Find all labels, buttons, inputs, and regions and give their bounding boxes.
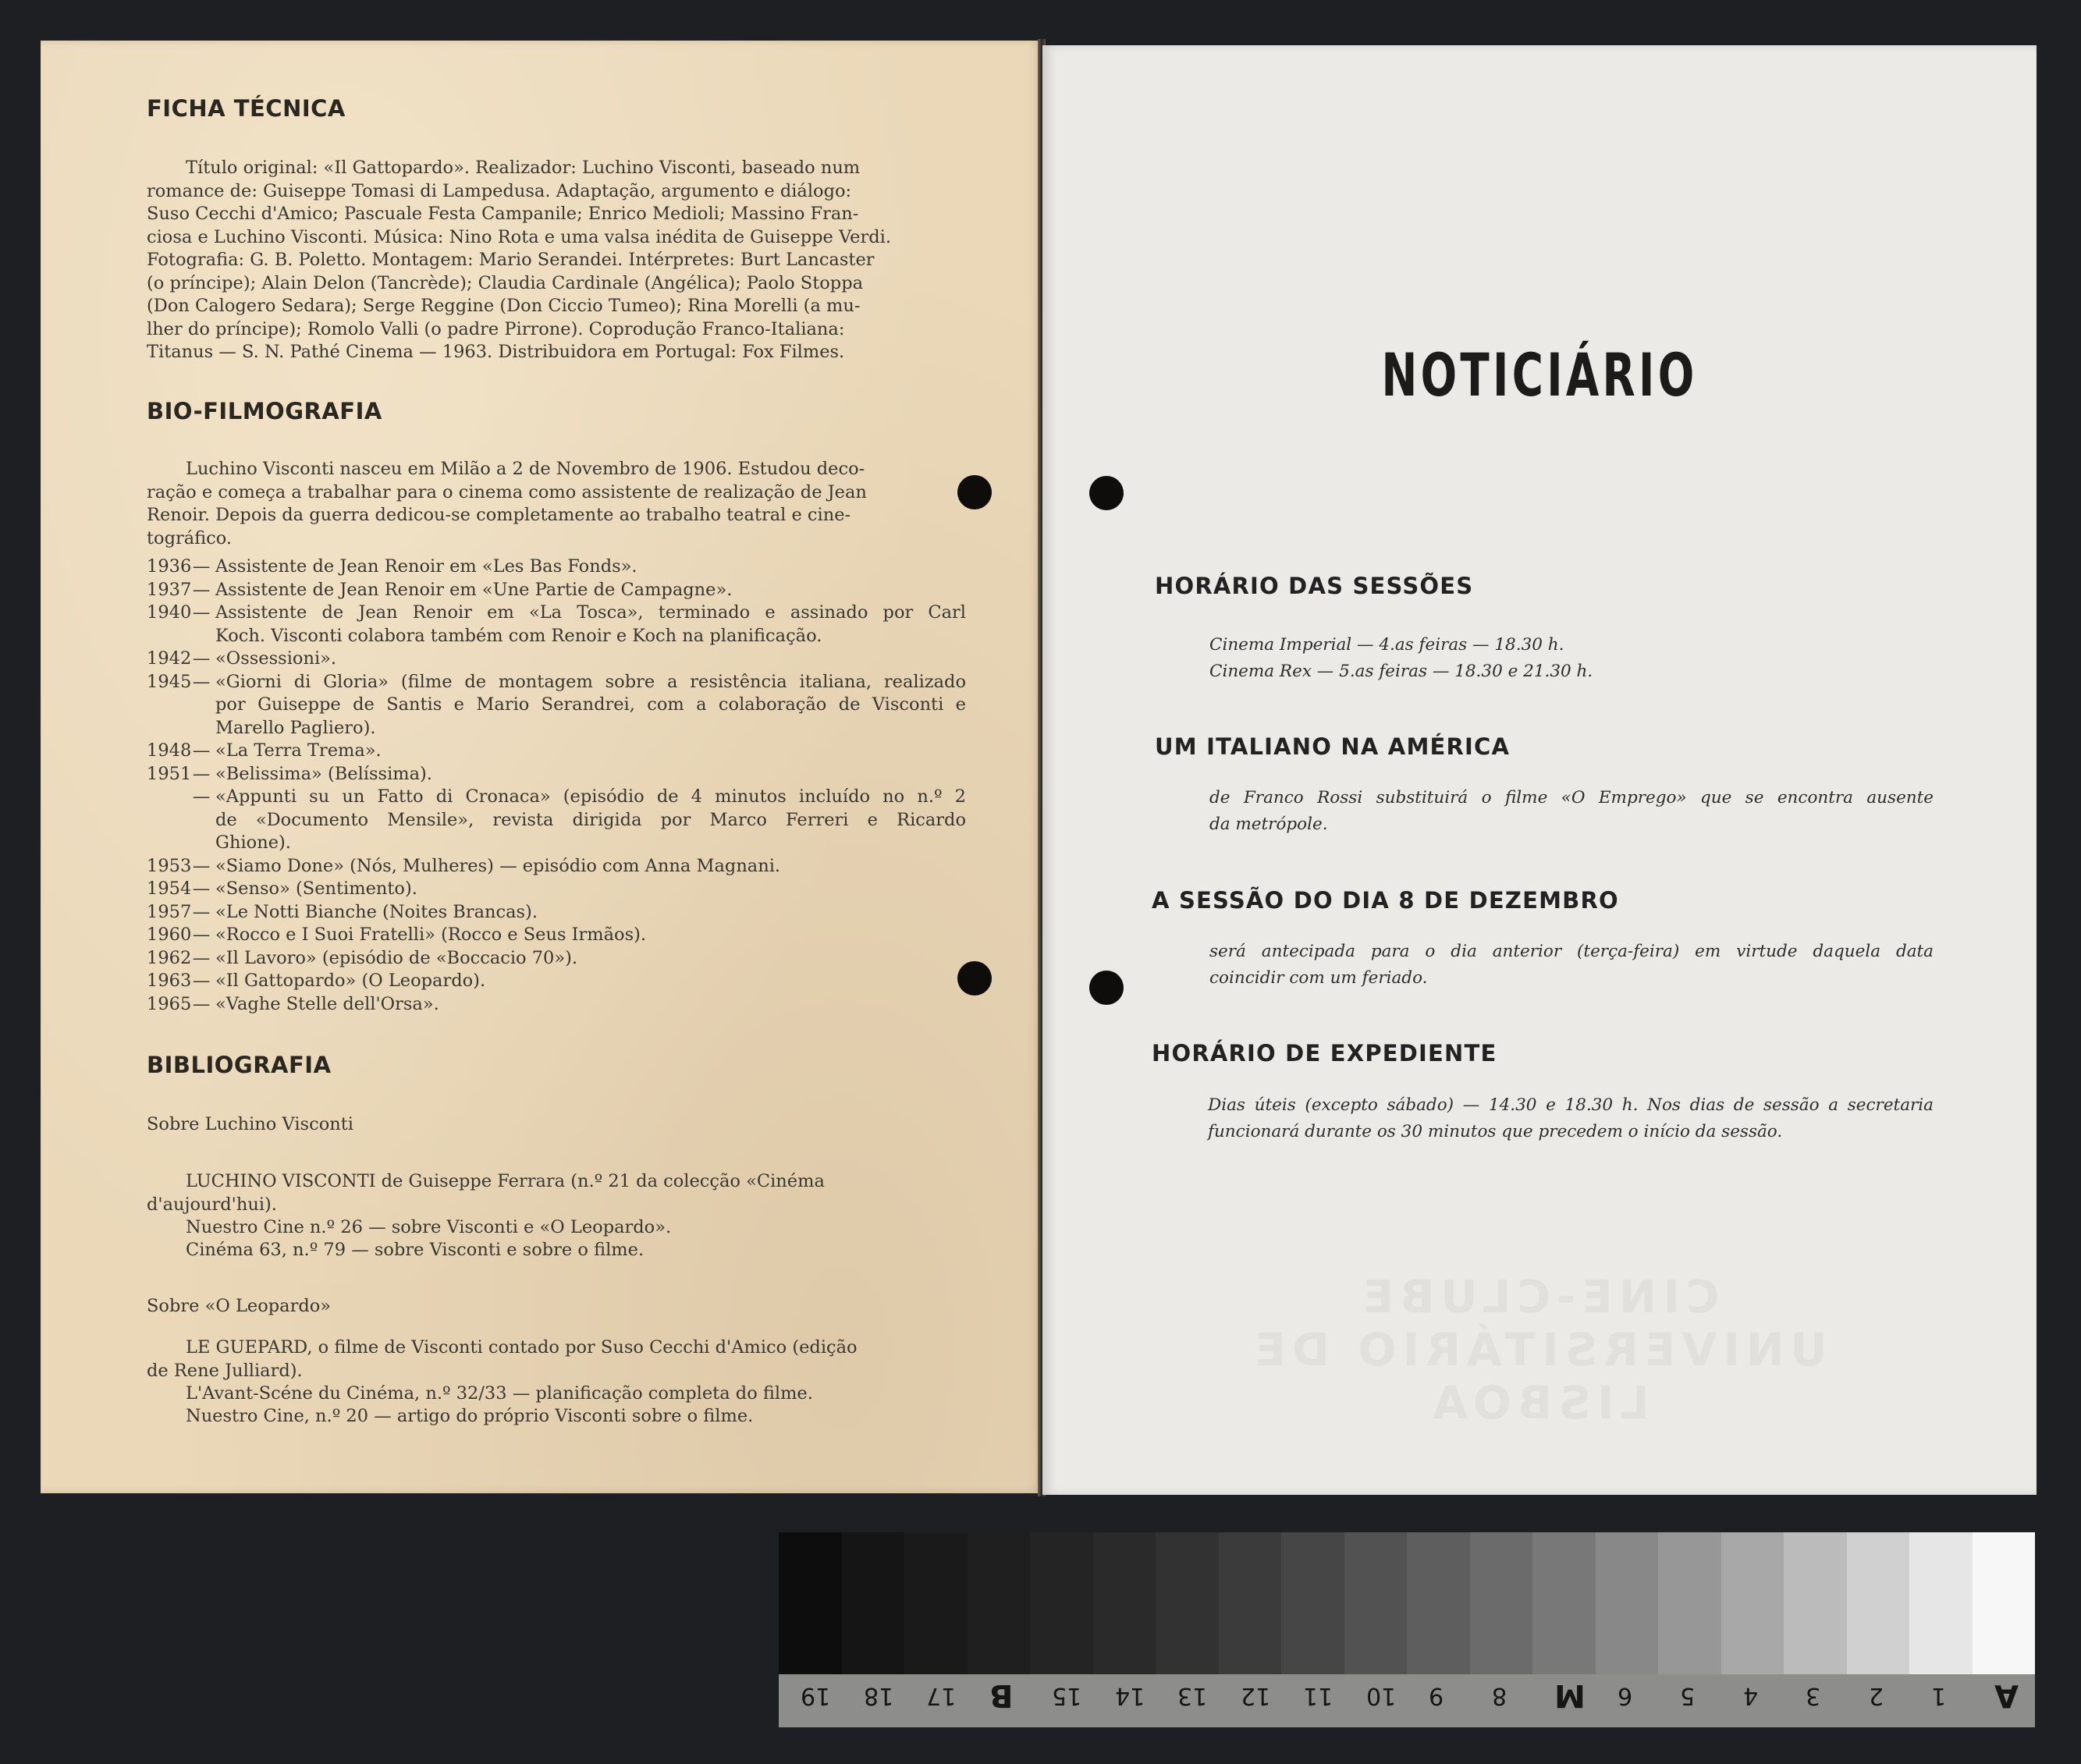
filmography-row <box>147 901 966 925</box>
filmography-row <box>147 993 966 1017</box>
filmography-row <box>147 763 966 786</box>
gray-patch <box>1281 1532 1344 1674</box>
filmography-row <box>147 855 966 878</box>
filmography-dash: — <box>192 602 211 623</box>
filmography-line: «Giorni di Gloria» (filme de montagem sobre a resistência italiana, realizado <box>215 671 966 692</box>
ficha-line: Suso Cecchi d'Amico; Pascuale Festa Campanile; Enrico Medioli; Massino Fran- <box>147 204 859 224</box>
ruler-label: 19 <box>801 1682 831 1709</box>
filmography-dash: — <box>192 855 211 876</box>
filmography-line: Assistente de Jean Renoir em «La Tosca», terminado e assinado por Carl <box>215 602 966 623</box>
expediente-line: funcionará durante os 30 minutos que precedem o início da sessão. <box>1208 1122 1783 1141</box>
biblio-line: de Rene Julliard). <box>147 1360 303 1381</box>
filmography-line: «Le Notti Bianche (Noites Brancas). <box>215 901 538 922</box>
ficha-tecnica-heading: FICHA TÉCNICA <box>147 95 346 122</box>
gray-patch <box>842 1532 905 1674</box>
gray-patch <box>1344 1532 1408 1674</box>
filmography-text <box>215 993 966 1017</box>
filmography-dash: — <box>192 579 211 600</box>
ficha-tecnica-text <box>147 157 966 364</box>
filmography-dash: — <box>192 971 211 991</box>
horario-expediente-heading: HORÁRIO DE EXPEDIENTE <box>1152 1040 1497 1067</box>
bibliografia-entry <box>147 1170 966 1216</box>
punch-hole <box>957 961 992 996</box>
filmography-dash: — <box>192 648 211 669</box>
filmography-text <box>215 671 966 740</box>
ruler-label: 17 <box>926 1682 957 1709</box>
filmography-line: «Senso» (Sentimento). <box>215 878 417 899</box>
filmography-row <box>147 555 966 579</box>
filmography-year: 1953 <box>147 855 192 876</box>
bibliografia-entry: Nuestro Cine, n.º 20 — artigo do próprio Visconti sobre o filme. <box>186 1406 754 1426</box>
filmography-text <box>215 855 966 878</box>
ruler-label: 14 <box>1114 1682 1145 1709</box>
italiano-line: de Franco Rossi substituirá o filme «O Emprego» que se encontra ausente <box>1209 788 1934 807</box>
gray-patch <box>1532 1532 1596 1674</box>
bibliografia-heading: BIBLIOGRAFIA <box>147 1052 332 1078</box>
bibliografia-sub-visconti: Sobre Luchino Visconti <box>147 1114 353 1134</box>
italiano-america-text <box>1209 785 1934 838</box>
filmography-dash: — <box>192 786 211 807</box>
gray-patch <box>968 1532 1031 1674</box>
horario-imperial: Cinema Imperial — 4.as feiras — 18.30 h. <box>1209 635 1564 655</box>
ficha-line: Fotografia: G. B. Poletto. Montagem: Mario Serandei. Intérpretes: Burt Lancaster <box>147 250 875 270</box>
italiano-line: da metrópole. <box>1209 815 1328 834</box>
filmography-dash: — <box>192 556 211 577</box>
filmography-dash: — <box>192 671 211 692</box>
ruler-label: 15 <box>1052 1682 1082 1709</box>
filmography-year: 1963 <box>147 971 192 991</box>
gray-patch <box>1470 1532 1533 1674</box>
gray-patch <box>1219 1532 1282 1674</box>
filmography-line: «Vaghe Stelle dell'Orsa». <box>215 993 439 1014</box>
bio-intro <box>147 458 966 550</box>
filmography-line: «Il Lavoro» (episódio de «Boccacio 70»). <box>215 947 578 968</box>
filmography-line: «Belissima» (Belíssima). <box>215 763 432 784</box>
ruler-label: M <box>1554 1677 1586 1713</box>
bio-filmografia-heading: BIO-FILMOGRAFIA <box>147 398 382 424</box>
bibliografia-entry: L'Avant-Scéne du Cinéma, n.º 32/33 — planificação completa do filme. <box>186 1383 813 1404</box>
filmography-year: 1936 <box>147 556 192 577</box>
filmography-dash: — <box>192 993 211 1014</box>
filmography-line: por Guiseppe de Santis e Mario Serandrei, com a colaboração de Visconti e <box>215 694 966 715</box>
ficha-line: lher do príncipe); Romolo Valli (o padre Pirrone). Coprodução Franco-Italiana: <box>147 318 845 339</box>
ficha-line: (Don Calogero Sedara); Serge Reggine (Don Ciccio Tumeo); Rina Morelli (a mu- <box>147 296 861 316</box>
filmography-text <box>215 878 966 901</box>
punch-hole <box>957 475 992 509</box>
filmography-text <box>215 947 966 971</box>
gray-patch <box>904 1532 968 1674</box>
ficha-line: (o príncipe); Alain Delon (Tancrède); Claudia Cardinale (Angélica); Paolo Stoppa <box>147 272 864 293</box>
filmography-year: 1945 <box>147 671 192 692</box>
filmography-line: Koch. Visconti colabora também com Renoir e Koch na planificação. <box>215 625 822 646</box>
ruler-label: 2 <box>1868 1682 1884 1709</box>
punch-hole <box>1089 476 1124 510</box>
ruler-label: 13 <box>1177 1682 1208 1709</box>
filmography-row <box>147 648 966 671</box>
gray-patch <box>1847 1532 1910 1674</box>
right-page <box>1042 45 2037 1495</box>
ruler-label: 1 <box>1931 1682 1947 1709</box>
filmography-dash: — <box>192 878 211 899</box>
ruler-label: 10 <box>1365 1682 1396 1709</box>
filmography-year <box>147 786 187 855</box>
filmography-row <box>147 970 966 993</box>
gray-patch <box>1407 1532 1470 1674</box>
gray-patch <box>1658 1532 1721 1674</box>
filmography-row <box>147 740 966 763</box>
filmography-year: 1960 <box>147 925 192 945</box>
filmography-line: Ghione). <box>215 832 291 853</box>
gray-patch <box>1721 1532 1784 1674</box>
ruler-label: A <box>1994 1677 2019 1713</box>
ruler-label: 3 <box>1806 1682 1821 1709</box>
filmography-text <box>215 555 966 579</box>
italiano-america-heading: UM ITALIANO NA AMÉRICA <box>1155 733 1511 760</box>
filmography-text <box>215 602 966 648</box>
ruler-label: 6 <box>1617 1682 1632 1709</box>
filmography-text <box>215 579 966 602</box>
filmography-line: «Rocco e I Suoi Fratelli» (Rocco e Seus Irmãos). <box>215 925 647 945</box>
ruler-label: 5 <box>1680 1682 1696 1709</box>
filmography-year: 1962 <box>147 947 192 968</box>
gray-patch <box>1156 1532 1219 1674</box>
filmography-text <box>215 740 966 763</box>
grayscale-strip <box>779 1532 2035 1674</box>
filmography-text <box>215 786 966 855</box>
calibration-ruler <box>779 1674 2035 1727</box>
filmography-text <box>215 970 966 993</box>
ruler-label: 11 <box>1303 1682 1333 1709</box>
ficha-line: ciosa e Luchino Visconti. Música: Nino Rota e uma valsa inédita de Guiseppe Verdi. <box>147 226 891 247</box>
left-page <box>41 41 1041 1493</box>
filmography-line: «Ossessioni». <box>215 648 337 669</box>
filmography-dash: — <box>192 925 211 945</box>
filmography-dash: — <box>192 763 211 784</box>
ruler-label: 4 <box>1742 1682 1758 1709</box>
bibliografia-entry: Nuestro Cine n.º 26 — sobre Visconti e «O Leopardo». <box>186 1217 672 1237</box>
filmography-row <box>147 671 966 740</box>
biblio-line: d'aujourd'hui). <box>147 1194 277 1215</box>
gray-patch <box>1909 1532 1973 1674</box>
filmography-year: 1937 <box>147 579 192 600</box>
show-through-text: CINE-CLUBE UNIVERSITÁRIO DE LISBOA <box>1248 1270 1827 1429</box>
ficha-line: Titanus — S. N. Pathé Cinema — 1963. Distribuidora em Portugal: Fox Filmes. <box>147 342 845 362</box>
filmography-dash: — <box>192 947 211 968</box>
filmography-year: 1940 <box>147 602 192 623</box>
horario-rex: Cinema Rex — 5.as feiras — 18.30 e 21.30 h. <box>1209 662 1593 681</box>
filmography-line: de «Documento Mensile», revista dirigida por Marco Ferreri e Ricardo <box>215 809 966 830</box>
filmography-line: Marello Pagliero). <box>215 717 376 738</box>
filmography-year: 1957 <box>147 901 192 922</box>
bibliografia-entry <box>147 1336 966 1382</box>
filmography-text <box>215 924 966 947</box>
filmography-line: Assistente de Jean Renoir em «Une Partie de Campagne». <box>215 579 733 600</box>
expediente-line: Dias úteis (excepto sábado) — 14.30 e 18.30 h. Nos dias de sessão a secretaria <box>1208 1095 1934 1115</box>
bio-line: ração e começa a trabalhar para o cinema como assistente de realização de Jean <box>147 481 867 502</box>
filmography-row <box>147 878 966 901</box>
punch-hole <box>1089 971 1124 1005</box>
bibliografia-entry: Cinéma 63, n.º 79 — sobre Visconti e sobre o filme. <box>186 1240 645 1260</box>
sessao-dezembro-text <box>1209 939 1934 992</box>
ficha-line: Título original: «Il Gattopardo». Realizador: Luchino Visconti, baseado num <box>186 158 861 178</box>
ruler-label: 12 <box>1240 1682 1270 1709</box>
gray-patch <box>1093 1532 1156 1674</box>
filmography-line: Assistente de Jean Renoir em «Les Bas Fonds». <box>215 556 637 577</box>
filmography-row <box>147 924 966 947</box>
sessao-line: coincidir com um feriado. <box>1209 968 1428 988</box>
filmography-line: «Il Gattopardo» (O Leopardo). <box>215 971 486 991</box>
ruler-label: 9 <box>1429 1682 1444 1709</box>
bibliografia-sub-leopardo: Sobre «O Leopardo» <box>147 1296 332 1316</box>
filmography-row <box>147 602 966 648</box>
ruler-label: B <box>989 1677 1014 1713</box>
filmography-text <box>215 763 966 786</box>
filmography-line: «Siamo Done» (Nós, Mulheres) — episódio com Anna Magnani. <box>215 855 781 876</box>
bio-line: Luchino Visconti nasceu em Milão a 2 de Novembro de 1906. Estudou deco- <box>186 459 865 479</box>
noticiario-title: NOTICIÁRIO <box>1381 340 1698 410</box>
filmography-year: 1948 <box>147 740 192 761</box>
ruler-label: 8 <box>1491 1682 1507 1709</box>
gray-patch <box>1596 1532 1659 1674</box>
gray-patch <box>1973 1532 2036 1674</box>
filmography-year: 1951 <box>147 763 192 784</box>
filmography-row <box>147 786 966 855</box>
ficha-line: romance de: Guiseppe Tomasi di Lampedusa. Adaptação, argumento e diálogo: <box>147 180 852 201</box>
gray-patch <box>779 1532 842 1674</box>
sessao-line: será antecipada para o dia anterior (terça-feira) em virtude daquela data <box>1209 942 1934 961</box>
bio-line: Renoir. Depois da guerra dedicou-se completamente ao trabalho teatral e cine- <box>147 505 851 525</box>
color-calibration-card <box>779 1532 2035 1727</box>
filmography-row <box>147 947 966 971</box>
bio-line: tográfico. <box>147 527 233 548</box>
filmography-line: «Appunti su un Fatto di Cronaca» (episódio de 4 minutos incluído no n.º 2 <box>215 786 966 807</box>
filmography-list <box>147 555 966 1016</box>
filmography-dash: — <box>192 740 211 761</box>
filmography-dash: — <box>192 901 211 922</box>
gray-patch <box>1784 1532 1847 1674</box>
horario-sessoes-heading: HORÁRIO DAS SESSÕES <box>1155 573 1474 599</box>
filmography-text <box>215 901 966 925</box>
filmography-year: 1942 <box>147 648 192 669</box>
gray-patch <box>1030 1532 1093 1674</box>
biblio-line: LE GUEPARD, o filme de Visconti contado por Suso Cecchi d'Amico (edição <box>186 1337 858 1358</box>
filmography-year: 1965 <box>147 993 192 1014</box>
filmography-year: 1954 <box>147 878 192 899</box>
biblio-line: LUCHINO VISCONTI de Guiseppe Ferrara (n.º 21 da colecção «Cinéma <box>186 1171 825 1191</box>
horario-expediente-text <box>1208 1092 1934 1145</box>
ruler-label: 18 <box>863 1682 893 1709</box>
filmography-line: «La Terra Trema». <box>215 740 382 761</box>
filmography-text <box>215 648 966 671</box>
filmography-row <box>147 579 966 602</box>
sessao-dezembro-heading: A SESSÃO DO DIA 8 DE DEZEMBRO <box>1152 887 1619 914</box>
